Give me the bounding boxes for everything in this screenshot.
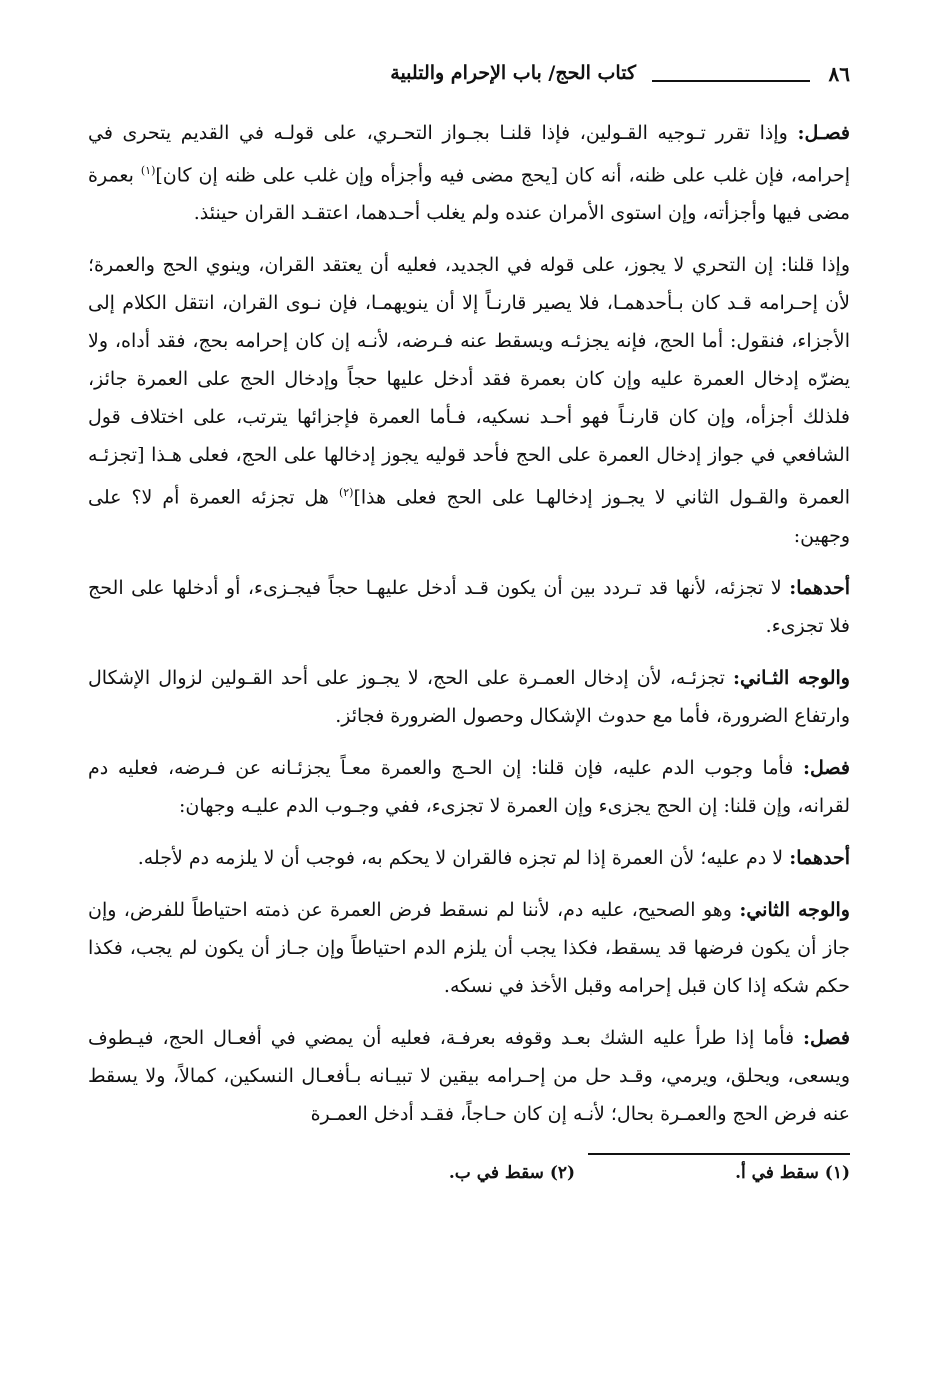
paragraph-lead: فصل:: [803, 756, 850, 779]
paragraph: [88, 749, 850, 825]
footnote: [449, 1163, 575, 1183]
paragraph-lead: والوجه الثـاني:: [733, 666, 850, 689]
running-title: كتاب الحج/ باب الإحرام والتلبية: [390, 62, 636, 84]
paragraph: [88, 246, 850, 554]
paragraph: [88, 569, 850, 645]
paragraph-text: وإذا تقرر تـوجيه القـولين، فإذا قلنـا بجـواز التحـري، على قولـه في القديم يتحرى في إحرامه، فإن غلب على ظنه، أنه كان [يحج مضى فيه وأجزأه وإن غلب على ظنه إن كان]: [88, 122, 850, 187]
paragraph-text: وإذا قلنا: إن التحري لا يجوز، على قوله في الجديد، فعليه أن يعتقد القران، وينوي الحج والعمرة؛ لأن إحـرامه قـد كان بـأحدهمـا، فلا يصير قارنـاً إلا أن ينويهمـا، فإن نـوى القران، انتقل الكلام إلى الأجزاء، فنقول: أما الحج، فإنه يجزئـه ويسقط عنه فـرضه، لأنـه إن كان إحرامه بحج، فقد أداه، ولا يضرّه إدخال العمرة عليه وإن كان بعمرة فقد أدخل عليها حجاً وإدخال الحج على العمرة جائز، فلذلك أجزأه، وإن كان قارنـاً فهو أحـد نسكيه، فـأما العمرة فإجزائها يترتب، على اختلاف قول الشافعي في جواز إدخال العمرة على الحج فأحد قوليه يجوز إدخالها على الحج، فعلى هـذا [تجزئـه العمرة والقـول الثاني لا يجـوز إدخالهـا على الحج فعلى هذا]: [88, 254, 850, 509]
footnote-rule: [588, 1153, 850, 1155]
paragraph: [88, 891, 850, 1005]
paragraph-text: لا تجزئه، لأنها قد تـردد بين أن يكون قـد أدخل عليهـا حجاً فيجـزىء، أو أدخلها على الحج فلا تجزىء.: [88, 576, 850, 637]
footnote-number: (١): [824, 1162, 850, 1183]
paragraph-lead: فصـل:: [797, 122, 850, 144]
page: [88, 58, 850, 1183]
paragraph: [88, 659, 850, 735]
paragraph-text: وهو الصحيح، عليه دم، لأننا لم نسقط فرض العمرة عن ذمته احتياطاً للفرض، وإن جاز أن يكون فرضها قد يسقط، فكذا يجب أن يلزم الدم احتياطاً وإن جـاز أن يكون لم يجب، فكذا حكم شكه إذا كان قبل إحرامه وقبل الأخذ في نسكه.: [88, 898, 850, 997]
footnote-number: (٢): [549, 1162, 576, 1183]
paragraph-lead: فصل:: [803, 1026, 850, 1049]
paragraph: [88, 1019, 850, 1133]
paragraph-text: لا دم عليه؛ لأن العمرة إذا لم تجزه فالقران لا يحكم به، فوجب أن لا يلزمه دم لأجله.: [137, 846, 790, 869]
paragraph-tail: بعمرة مضى فيها وأجزأته، وإن استوى الأمران عنده ولم يغلب أحـدهما، اعتقـد القران حينئذ.: [88, 164, 850, 225]
footnote-ref: (١): [140, 164, 156, 177]
page-number: ٨٦: [828, 62, 850, 86]
paragraph-lead: أحدهما:: [789, 846, 850, 869]
paragraph-text: فأما وجوب الدم عليه، فإن قلنا: إن الحـج والعمرة معـاً يجزئـانه عن فـرضه، فعليه دم لقرانه، وإن قلنا: إن الحج يجزىء وإن العمرة لا تجزىء، ففي وجـوب الدم عليـه وجهان:: [88, 756, 850, 817]
paragraph: [88, 114, 850, 232]
footnote-text: سقط في ب.: [448, 1162, 544, 1183]
paragraph-text: تجزئـه، لأن إدخال العمـرة على الحج، لا يجـوز على أحد القـولين لزوال الإشكال وارتفاع الضرورة، فأما مع حدوث الإشكال وحصول الضرورة فجائز.: [88, 666, 850, 727]
page-body: [88, 114, 850, 1133]
footnote-ref: (٢): [338, 486, 354, 500]
footnotes: [88, 1163, 850, 1183]
paragraph-lead: أحدهما:: [789, 576, 850, 599]
header-rule: [652, 80, 810, 82]
paragraph: [88, 839, 850, 877]
footnote: [735, 1163, 850, 1183]
paragraph-tail: هل تجزئه العمرة أم لا؟ على وجهين:: [88, 486, 850, 547]
footnote-text: سقط في أ.: [735, 1162, 819, 1183]
paragraph-text: فأما إذا طرأ عليه الشك بعـد وقوفه بعرفـة، فعليه أن يمضي في أفعـال الحج، فيـطوف ويسعى، ويحلق، ويرمي، وقـد حل من إحـرامه بيقين لا تبيـانه بـأفعـال النسكين، كمالاً، ولا يسقط عنه فرض الحج والعمـرة بحال؛ لأنـه إن كان حـاجاً، فقـد أدخل العمـرة: [88, 1026, 850, 1125]
page-header: [88, 58, 850, 96]
paragraph-lead: والوجه الثاني:: [739, 898, 850, 921]
